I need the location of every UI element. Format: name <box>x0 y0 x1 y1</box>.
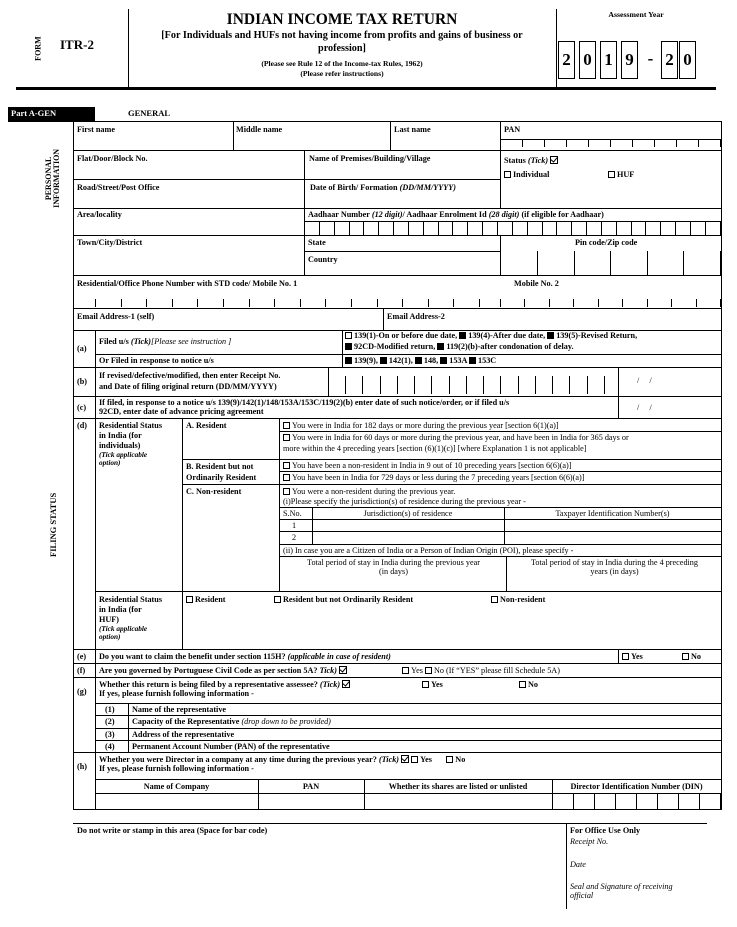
res-status-ind-label: Residential Status in India (for individuals) (Tick applicable option) <box>99 421 163 468</box>
huf-nonres-option[interactable]: Non-resident <box>491 595 545 604</box>
row-b-text: If revised/defective/modified, then enter Receipt No. and Date of filing original return (DD/MM/YYYY) <box>99 371 281 391</box>
rnor-label: B. Resident but not Ordinarily Resident <box>186 462 257 483</box>
row-e-text: Do you want to claim the benefit under section 115H? (applicable in case of resident) <box>99 652 391 661</box>
rnor-option-1[interactable]: You have been a non-resident in India in 9 out of 10 preceding years [section 6(6)(a)] <box>283 461 572 470</box>
part-title: GENERAL <box>128 108 171 118</box>
office-use-label: For Office Use Only <box>570 826 641 835</box>
row-g-text: Whether this return is being filed by a representative assessee? (Tick) If yes, please furnish following information - <box>99 680 350 699</box>
email1-label: Email Address-1 (self) <box>77 312 155 321</box>
flat-label: Flat/Door/Block No. <box>77 154 148 163</box>
row-h-text: Whether you were Director in a company at any time during the previous year? (Tick) Yes No If yes, please furnish following information - <box>99 755 466 774</box>
row-g-label: (g) <box>77 687 87 696</box>
filing-side-label: FILING STATUS <box>48 492 59 557</box>
row-d-label: (d) <box>77 421 88 430</box>
dob-label: Date of Birth/ Formation (DD/MM/YYYY) <box>310 183 456 192</box>
rep-capacity-label: (2) <box>105 717 115 726</box>
rep-address-label: (3) <box>105 730 115 739</box>
pan-boxes[interactable] <box>500 139 721 150</box>
barcode-note: Do not write or stamp in this area (Space for bar code) <box>77 826 268 835</box>
aadhaar-label: Aadhaar Number (12 digit)/ Aadhaar Enrolment Id (28 digit) (if eligible for Aadhaar) <box>308 210 604 219</box>
stay-prev-label: Total period of stay in India during the previous year (in days) <box>307 558 480 577</box>
date-label: Date <box>570 860 586 869</box>
last-name-label: Last name <box>394 125 431 134</box>
stay-4-label: Total period of stay in India during the 4 preceding years (in days) <box>531 558 698 577</box>
tin-header: Taxpayer Identification Number(s) <box>555 509 670 518</box>
row-c-label: (c) <box>77 403 87 412</box>
g-yes-option[interactable]: Yes <box>422 680 443 689</box>
first-name-label: First name <box>77 125 115 134</box>
ay-char: 0 <box>579 41 596 79</box>
town-label: Town/City/District <box>77 238 143 247</box>
nonres-jurisdiction-note: (i)Please specify the jurisdiction(s) of residence during the previous year - <box>283 497 526 506</box>
row-c-text: If filed, in response to a notice u/s 139(9)/142(1)/148/153A/153C/119(2)(b) enter date of such notice/order, or if filed u/s 92CD, enter date of advance pricing agreement <box>99 398 510 417</box>
original-date-field[interactable]: / / <box>637 376 652 385</box>
company-pan-header: PAN <box>302 782 320 791</box>
row-b-label: (b) <box>77 377 88 386</box>
e-no-option[interactable]: No <box>682 652 701 661</box>
resident-option-1[interactable]: You were in India for 182 days or more during the previous year [section 6(1)(a)] <box>283 421 559 430</box>
receipt-label: Receipt No. <box>570 837 609 846</box>
listed-header: Whether its shares are listed or unlisted <box>388 782 528 791</box>
premises-label: Name of Premises/Building/Village <box>309 154 431 163</box>
jurisdiction-row: 1 <box>292 521 297 530</box>
seal-label: Seal and Signature of receiving official <box>570 882 673 901</box>
state-label: State <box>308 238 326 247</box>
middle-name-label: Middle name <box>236 125 283 134</box>
form-name: ITR-2 <box>60 37 94 52</box>
sno-header: S.No. <box>283 509 302 518</box>
assessment-year-label: Assessment Year <box>608 10 664 19</box>
road-label: Road/Street/Post Office <box>77 183 160 192</box>
din-header: Director Identification Number (DIN) <box>570 782 703 791</box>
f-options[interactable]: Yes No (If “YES” please fill Schedule 5A) <box>402 666 560 675</box>
form-subtitle: [For Individuals and HUFs not having income from profits and gains of business or profession] <box>161 30 523 54</box>
rep-pan-label: (4) <box>105 742 115 751</box>
resident-label: A. Resident <box>186 421 227 430</box>
part-label: Part A-GEN <box>8 107 95 121</box>
huf-resident-option[interactable]: Resident <box>186 595 225 604</box>
ay-char: 9 <box>621 41 638 79</box>
rep-address-label: Address of the representative <box>132 730 235 739</box>
ay-char: 2 <box>558 41 575 79</box>
resident-option-2[interactable]: You were in India for 60 days or more during the previous year, and have been in India for 365 days or more within the 4 preceding years [section (6)(1)(c)] [where Explanation 1 is not applicable] <box>283 433 629 454</box>
status-label: Status (Tick) <box>504 156 558 165</box>
filed-us-label: Filed u/s (Tick)[Please see instruction ] <box>99 337 232 346</box>
rep-name-label: Name of the representative <box>132 705 227 714</box>
aadhaar-boxes[interactable] <box>304 221 721 235</box>
res-status-huf-label: Residential Status in India (for HUF) (Tick applicable option) <box>99 595 163 642</box>
country-label: Country <box>308 255 338 264</box>
notice-date-field[interactable]: / / <box>637 403 652 412</box>
instructions-note: (Please refer instructions) <box>300 69 384 78</box>
row-h-label: (h) <box>77 762 88 771</box>
rep-capacity-label: Capacity of the Representative (drop down to be provided) <box>132 717 331 726</box>
ay-char: - <box>647 49 654 68</box>
phone-label: Residential/Office Phone Number with STD code/ Mobile No. 1 <box>77 279 298 288</box>
filed-us-options[interactable]: 139(1)-On or before due date, 139(4)-After due date, 139(5)-Revised Return, 92CD-Modified return, 119(2)(b)-after condonation of delay. <box>345 331 719 352</box>
ay-char: 0 <box>679 41 696 79</box>
poi-note: (ii) In case you are a Citizen of India or a Person of Indian Origin (POI), please specify - <box>283 546 574 555</box>
jurisdiction-row: 2 <box>292 533 297 542</box>
form-label: FORM <box>33 36 43 61</box>
company-name-header: Name of Company <box>143 782 210 791</box>
pincode-boxes[interactable] <box>537 251 721 275</box>
pincode-label: Pin code/Zip code <box>575 238 638 247</box>
g-no-option[interactable]: No <box>519 680 538 689</box>
area-label: Area/locality <box>77 210 122 219</box>
huf-rnor-option[interactable]: Resident but not Ordinarily Resident <box>274 595 413 604</box>
ay-char: 2 <box>661 41 678 79</box>
status-huf[interactable]: HUF <box>608 170 634 179</box>
rnor-option-2[interactable]: You have been in India for 729 days or less during the 7 preceding years [section 6(6)(a)] <box>283 473 584 482</box>
personal-side-label: PERSONAL INFORMATION <box>44 148 62 208</box>
rule-note: (Please see Rule 12 of the Income-tax Rules, 1962) <box>261 59 423 68</box>
ay-char: 1 <box>600 41 617 79</box>
din-boxes[interactable] <box>552 793 721 809</box>
mobile2-boxes[interactable] <box>500 299 721 308</box>
receipt-boxes[interactable] <box>345 376 605 394</box>
notice-options[interactable]: 139(9), 142(1), 148, 153A 153C <box>345 356 496 365</box>
email2-label: Email Address-2 <box>387 312 445 321</box>
row-f-label: (f) <box>77 666 86 675</box>
row-f-text: Are you governed by Portuguese Civil Code as per section 5A? Tick) <box>99 666 347 675</box>
row-a-label: (a) <box>77 344 87 353</box>
row-e-label: (e) <box>77 652 87 661</box>
rep-pan-label: Permanent Account Number (PAN) of the representative <box>132 742 330 751</box>
notice-label: Or Filed in response to notice u/s <box>99 356 214 365</box>
status-individual[interactable]: Individual <box>504 170 549 179</box>
pan-label: PAN <box>504 125 521 134</box>
phone-boxes[interactable] <box>95 299 480 308</box>
e-yes-option[interactable]: Yes <box>622 652 643 661</box>
nonres-label: C. Non-resident <box>186 487 242 496</box>
nonres-option[interactable]: You were a non-resident during the previous year. <box>283 487 455 496</box>
rep-name-label: (1) <box>105 705 115 714</box>
jurisdiction-header: Jurisdiction(s) of residence <box>363 509 453 518</box>
mobile2-label: Mobile No. 2 <box>514 279 559 288</box>
form-title: INDIAN INCOME TAX RETURN <box>226 11 458 28</box>
